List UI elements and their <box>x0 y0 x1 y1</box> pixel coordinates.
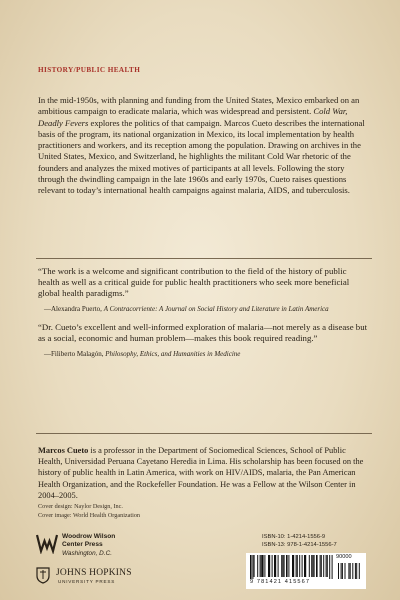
barcode-bar <box>323 555 324 577</box>
jhu-seal-icon <box>34 566 52 584</box>
barcode-bar <box>326 555 327 577</box>
description-part2: explores the politics of that campaign. Marcos Cueto describes the international basis of the program, its national organization in Mexico, its local implementation by health practitioners and workers, and its reception among the population. Drawing on archives in the United States, Mexico, and Switzerland, he highlights the militant Cold War rhetoric of the founders and analyzes the mixed motives of participants at all levels. Following the story through the dwindling campaign in the late 1960s and early 1970s, Cueto raises questions relevant to today’s international health campaigns against malaria, AIDS, and tuberculosis. <box>38 117 365 196</box>
woodrow-wilson-logo <box>36 532 166 560</box>
barcode-bar <box>327 555 328 577</box>
barcode-bar <box>299 555 300 577</box>
barcode-digits: 9 781421 415567 <box>250 579 311 585</box>
book-title: Cold War, Deadly Fevers <box>38 106 348 128</box>
quote-author: —Filiberto Malagón, <box>44 350 106 358</box>
book-description <box>38 95 368 197</box>
barcode-bar <box>288 555 289 577</box>
cover-credits <box>38 502 140 520</box>
barcode-bar <box>250 555 252 579</box>
barcode-bar <box>305 555 306 577</box>
barcode-bar <box>278 555 279 577</box>
quote-source: A Contracorriente: A Journal on Social History and Literature in Latin America <box>103 305 329 313</box>
isbn-block <box>262 533 337 549</box>
cover-design-credit: Cover design: Naylor Design, Inc. <box>38 503 123 510</box>
category-label: HISTORY/PUBLIC HEALTH <box>38 66 141 74</box>
barcode-bar <box>309 555 310 577</box>
divider-top <box>36 258 372 259</box>
price-barcode-bar <box>350 563 351 579</box>
barcode-bar <box>252 555 253 579</box>
quote-text: “Dr. Cueto’s excellent and well-informed exploration of malaria—not merely as a disease but as a social, economic and human problem—makes this book required reading.” <box>38 322 368 343</box>
jhu-name: JOHNS HOPKINS <box>56 568 132 578</box>
quote-source: Philosophy, Ethics, and Humanities in Medicine <box>105 350 241 358</box>
barcode-bar <box>286 555 288 577</box>
barcode-bar <box>261 555 262 577</box>
price-barcode-bar <box>348 563 349 579</box>
price-barcode-bar <box>338 563 339 579</box>
author-bio-text: is a professor in the Department of Sociomedical Sciences, School of Public Health, Universidad Peruana Cayetano Heredia in Lima. His scholarship has been focused on the history of public health in Latin America, with work on HIV/AIDS, malaria, the Pan American Health Organization, and the Rockefeller Foundation. He was a Fellow at the Wilson Center in 2004–2005. <box>38 446 364 500</box>
barcode-bar <box>329 555 330 579</box>
price-barcode-bar <box>345 563 346 579</box>
barcode-bar <box>254 555 255 577</box>
barcode-bar <box>314 555 315 577</box>
barcode-bar <box>320 555 321 577</box>
barcode-bar <box>311 555 312 577</box>
price-code: 90000 <box>336 554 352 560</box>
barcode-bar <box>316 555 318 577</box>
price-barcode-bar <box>342 563 343 579</box>
barcode-bar <box>312 555 313 577</box>
jhu-sub: UNIVERSITY PRESS <box>58 579 116 584</box>
quote-attribution <box>38 350 370 359</box>
price-barcode-bar <box>356 563 357 579</box>
barcode-bar <box>275 555 276 577</box>
quote-author: —Alexandra Puerto, <box>44 305 104 313</box>
price-barcode-bar <box>341 563 342 579</box>
barcode-bar <box>293 555 294 577</box>
barcode-bar <box>272 555 273 577</box>
barcode-bar <box>296 555 297 577</box>
barcode-bar <box>332 555 333 579</box>
barcode-bar <box>257 555 258 577</box>
barcode-bar <box>281 555 282 577</box>
isbn-13: ISBN-13: 978-1-4214-1556-7 <box>262 542 337 548</box>
barcode-bar <box>282 555 283 577</box>
johns-hopkins-logo <box>34 566 154 590</box>
isbn-10: ISBN-10: 1-4214-1556-9 <box>262 534 326 540</box>
barcode-bar <box>262 555 264 577</box>
barcode-bar <box>302 555 303 577</box>
barcode-bar <box>297 555 298 577</box>
wilson-name: Woodrow Wilson Center Press <box>62 533 116 548</box>
barcode-bar <box>264 555 265 577</box>
barcode-bar <box>321 555 322 577</box>
review-quote-1 <box>38 266 370 314</box>
barcode-bar <box>269 555 270 577</box>
barcode-bar <box>260 555 261 577</box>
wilson-place: Washington, D.C. <box>62 550 112 557</box>
price-barcode-bar <box>352 563 353 579</box>
quote-text: “The work is a welcome and significant contribution to the field of the history of public health as well as a critical guide for public health practitioners who seek more beneficial global health paradigms.” <box>38 266 350 298</box>
description-part1: In the mid-1950s, with planning and funding from the United States, Mexico embarked on an ambitious campaign to eradicate malaria, which was widespread and persistent. <box>38 95 360 117</box>
divider-bottom <box>36 433 372 434</box>
cover-image-credit: Cover image: World Health Organization <box>38 512 141 519</box>
quote-attribution <box>38 305 370 314</box>
author-bio <box>38 445 368 501</box>
author-name: Marcos Cueto <box>38 446 89 455</box>
wilson-w-icon <box>36 532 58 554</box>
price-barcode-bar <box>355 563 356 579</box>
barcode-bar <box>284 555 285 577</box>
barcode <box>246 553 366 589</box>
review-quote-2 <box>38 322 370 359</box>
price-barcode-bar <box>359 563 360 579</box>
